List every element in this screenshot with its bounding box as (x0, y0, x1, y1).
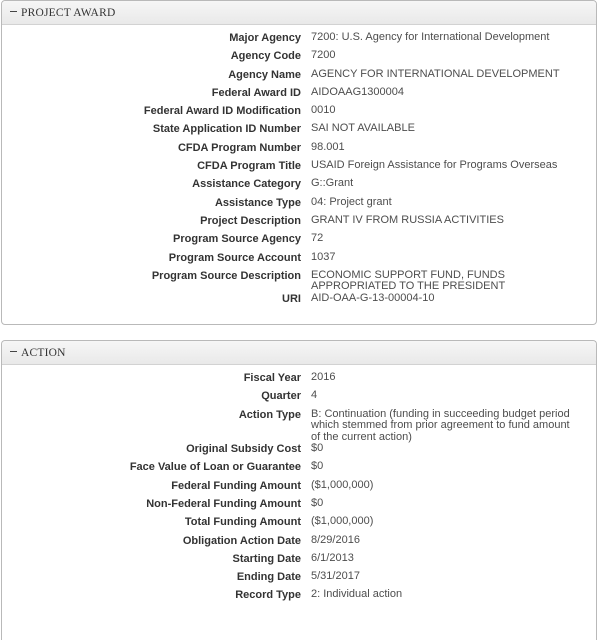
action-field-row (2, 409, 596, 444)
collapse-minus-icon[interactable] (10, 11, 17, 12)
award-field-label: State Application ID Number (152, 123, 301, 136)
award-field-label: Program Source Agency (173, 233, 301, 246)
project-award-panel (1, 0, 597, 325)
action-field-label: Fiscal Year (243, 372, 301, 384)
project-award-fields (2, 25, 596, 311)
award-field-label: URI (282, 292, 301, 305)
action-header[interactable] (2, 341, 596, 365)
award-field-row (2, 50, 596, 68)
award-field-label: Federal Award ID (211, 86, 301, 99)
action-field-value: 4 (311, 389, 318, 402)
project-award-header[interactable] (2, 1, 596, 25)
action-field-label: Action Type (238, 408, 301, 421)
action-title: ACTION (21, 346, 66, 359)
action-field-row (2, 516, 596, 534)
award-field-row (2, 270, 596, 293)
action-field-value: B: Continuation (funding in succeeding budget period which stemmed from prior agreement to fund amount of the current action) (311, 407, 570, 443)
award-field-value: AGENCY FOR INTERNATIONAL DEVELOPMENT (311, 67, 560, 80)
action-field-label: Obligation Action Date (182, 534, 301, 547)
award-field-row (2, 252, 596, 270)
award-field-label: Program Source Description (151, 269, 301, 282)
award-field-label: Agency Code (230, 50, 301, 63)
award-field-value: SAI NOT AVAILABLE (311, 122, 415, 135)
award-field-row (2, 142, 596, 160)
award-field-row (2, 293, 596, 311)
action-field-value: $0 (311, 460, 324, 473)
award-field-value: ECONOMIC SUPPORT FUND, FUNDS APPROPRIATED TO THE PRESIDENT (311, 268, 506, 293)
action-field-label: Starting Date (232, 552, 301, 565)
award-field-label: Agency Name (228, 68, 301, 81)
action-field-row (2, 461, 596, 479)
award-field-label: Federal Award ID Modification (143, 105, 301, 118)
award-field-label: CFDA Program Number (177, 141, 301, 154)
award-field-row (2, 160, 596, 178)
action-field-label: Record Type (235, 589, 301, 602)
award-field-row (2, 197, 596, 215)
action-field-row (2, 390, 596, 408)
action-field-label: Ending Date (236, 571, 301, 584)
action-field-value: 2: Individual action (311, 588, 403, 601)
action-field-row (2, 372, 596, 390)
award-field-value: 04: Project grant (311, 195, 392, 208)
action-field-value: $0 (311, 496, 324, 509)
action-field-value: 6/1/2013 (311, 551, 354, 564)
award-field-label: Assistance Category (192, 178, 301, 191)
action-panel (1, 340, 597, 640)
award-field-label: Major Agency (229, 32, 301, 44)
action-field-value: ($1,000,000) (311, 515, 374, 528)
award-field-value: G::Grant (311, 177, 354, 190)
action-field-value: 5/31/2017 (311, 570, 360, 583)
award-field-value: AID-OAA-G-13-00004-10 (311, 291, 435, 304)
action-field-row (2, 553, 596, 571)
award-field-row (2, 215, 596, 233)
award-field-value: 7200 (311, 49, 336, 62)
award-field-value: GRANT IV FROM RUSSIA ACTIVITIES (311, 213, 504, 226)
award-field-value: USAID Foreign Assistance for Programs Overseas (311, 159, 558, 172)
award-field-label: CFDA Program Title (197, 160, 301, 173)
award-field-value: 7200: U.S. Agency for International Development (311, 31, 550, 43)
award-field-row (2, 105, 596, 123)
award-field-value: 0010 (311, 104, 336, 117)
award-field-value: 98.001 (311, 140, 345, 153)
award-field-value: 1037 (311, 250, 336, 263)
award-field-row (2, 123, 596, 141)
action-field-value: $0 (311, 442, 324, 455)
action-fields (2, 365, 596, 608)
action-field-label: Federal Funding Amount (171, 479, 301, 492)
action-field-label: Face Value of Loan or Guarantee (129, 461, 301, 474)
action-field-label: Total Funding Amount (184, 516, 301, 529)
award-field-label: Program Source Account (168, 251, 301, 264)
action-field-row (2, 535, 596, 553)
award-field-row (2, 32, 596, 50)
action-field-label: Non-Federal Funding Amount (146, 497, 301, 510)
award-field-value: 72 (311, 232, 324, 245)
collapse-minus-icon[interactable] (10, 351, 17, 352)
award-field-label: Assistance Type (214, 196, 301, 209)
action-field-value: 2016 (311, 371, 336, 383)
action-field-value: ($1,000,000) (311, 478, 374, 491)
action-field-row (2, 480, 596, 498)
award-field-row (2, 178, 596, 196)
award-field-row (2, 233, 596, 251)
project-award-title: PROJECT AWARD (21, 6, 116, 19)
award-field-label: Project Description (200, 214, 301, 227)
action-field-value: 8/29/2016 (311, 533, 360, 546)
award-field-value: AIDOAAG1300004 (311, 85, 404, 98)
award-field-row (2, 87, 596, 105)
action-field-row (2, 589, 596, 607)
action-field-label: Original Subsidy Cost (186, 443, 301, 456)
action-field-row (2, 443, 596, 461)
action-field-label: Quarter (261, 390, 301, 403)
action-field-row (2, 498, 596, 516)
award-field-row (2, 69, 596, 87)
action-field-row (2, 571, 596, 589)
